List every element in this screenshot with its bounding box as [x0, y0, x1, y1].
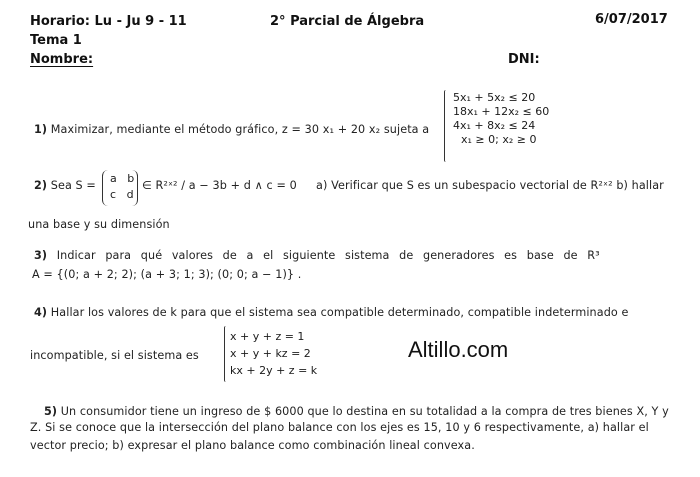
- exercise-3-line1: [34, 249, 600, 262]
- exercise-5-line3: vector precio; b) expresar el plano balance como combinación lineal convexa.: [30, 439, 475, 452]
- constraint: x₁ ≥ 0; x₂ ≥ 0: [461, 133, 537, 146]
- exercise-4-line1: [34, 306, 629, 319]
- exercise-4-number: 4): [34, 306, 48, 319]
- exercise-3-number: 3): [34, 249, 48, 262]
- constraints-brace: [444, 90, 451, 162]
- equation: x + y + z = 1: [230, 330, 305, 343]
- constraint: 5x₁ + 5x₂ ≤ 20: [453, 91, 536, 104]
- constraint: 18x₁ + 12x₂ ≤ 60: [453, 105, 550, 118]
- exercise-5-line1: [44, 405, 669, 418]
- exercise-4-text: Hallar los valores de k para que el sistema sea compatible determinado, compatible indeterminado e: [50, 306, 629, 319]
- exercise-4-line2: incompatible, si el sistema es: [30, 349, 199, 362]
- equation: x + y + kz = 2: [230, 347, 311, 360]
- exercise-5-number: 5): [44, 405, 58, 418]
- exercise-3-text: Indicar para qué valores de a el siguiente sistema de generadores es base de R³: [56, 249, 600, 262]
- exercise-1-number: 1): [34, 123, 48, 136]
- schedule: Horario: Lu - Ju 9 - 11: [30, 14, 187, 29]
- matrix-entry: b: [127, 172, 135, 185]
- exercise-2-line1: [34, 179, 96, 192]
- matrix-entry: a: [110, 172, 117, 185]
- name-label: Nombre:: [30, 52, 94, 67]
- watermark: Altillo.com: [408, 337, 509, 362]
- matrix-entry: c: [110, 188, 117, 201]
- exercise-5-line2: Z. Si se conoce que la intersección del plano balance con los ejes es 15, 10 y 6 respectivamente, a) hallar el: [30, 421, 649, 434]
- exercise-2-question: a) Verificar que S es un subespacio vectorial de R²ˣ² b) hallar: [316, 179, 664, 192]
- exercise-2-line2: una base y su dimensión: [28, 218, 170, 231]
- equation: kx + 2y + z = k: [230, 364, 318, 377]
- constraints-system: [453, 91, 549, 147]
- matrix-s: [110, 171, 134, 203]
- exercise-1: [34, 123, 429, 136]
- id-label: DNI:: [508, 52, 540, 67]
- exercise-3-line2: A = {(0; a + 2; 2); (a + 3; 1; 3); (0; 0; a − 1)} .: [32, 268, 302, 281]
- exercise-2-condition: ∈ R²ˣ² / a − 3b + d ∧ c = 0: [142, 179, 297, 192]
- constraint: 4x₁ + 8x₂ ≤ 24: [453, 119, 536, 132]
- exercise-2-text-before: Sea S =: [50, 179, 96, 192]
- matrix-entry: d: [126, 188, 134, 201]
- exam-topic: Tema 1: [30, 33, 82, 48]
- exercise-5-text: Un consumidor tiene un ingreso de $ 6000 que lo destina en su totalidad a la compra de tres bienes X, Y y: [60, 405, 669, 418]
- exam-date: 6/07/2017: [595, 12, 668, 27]
- exercise-2-number: 2): [34, 179, 48, 192]
- exam-title: 2° Parcial de Álgebra: [270, 14, 425, 29]
- exercise-1-text: Maximizar, mediante el método gráfico, z = 30 x₁ + 20 x₂ sujeta a: [50, 123, 430, 136]
- equations-system: [230, 328, 317, 379]
